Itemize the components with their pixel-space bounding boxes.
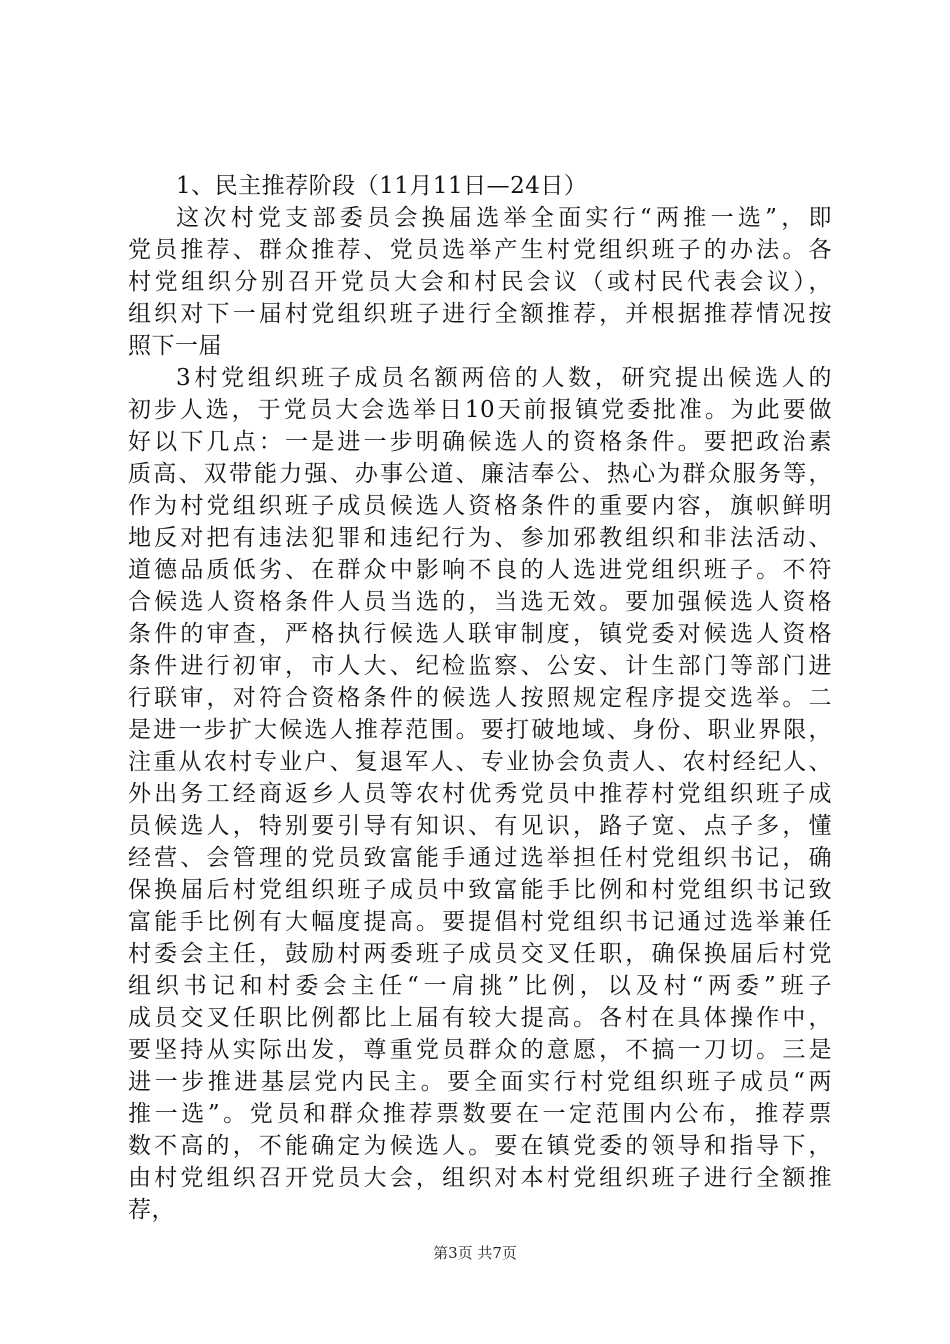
paragraph-line: 组织对下一届村党组织班子进行全额推荐，并根据推荐情况按 [128,301,832,327]
paragraph-line: 条件的审查，严格执行候选人联审制度，镇党委对候选人资格 [128,621,832,647]
paragraph-line: 组织书记和村委会主任“一肩挑”比例，以及村“两委”班子 [128,973,832,999]
paragraph-line: 员候选人，特别要引导有知识、有见识，路子宽、点子多，懂 [128,813,832,839]
paragraph-line: 作为村党组织班子成员候选人资格条件的重要内容，旗帜鲜明 [128,493,832,519]
paragraph-line: 照下一届 [128,333,222,359]
paragraph-line: 外出务工经商返乡人员等农村优秀党员中推荐村党组织班子成 [128,781,832,807]
paragraph-line: 村委会主任，鼓励村两委班子成员交叉任职，确保换届后村党 [128,941,832,967]
paragraph-line: 进一步推进基层党内民主。要全面实行村党组织班子成员“两 [128,1069,832,1095]
paragraph-line: 由村党组织召开党员大会，组织对本村党组织班子进行全额推 [128,1165,832,1191]
paragraph-line: 要坚持从实际出发，尊重党员群众的意愿，不搞一刀切。三是 [128,1037,832,1063]
paragraph-line: 道德品质低劣、在群众中影响不良的人选进党组织班子。不符 [128,557,832,583]
paragraph-line: 荐， [128,1197,175,1223]
paragraph-line: 这次村党支部委员会换届选举全面实行“两推一选”，即 [176,205,832,231]
paragraph-line: 保换届后村党组织班子成员中致富能手比例和村党组织书记致 [128,877,832,903]
paragraph-line: 富能手比例有大幅度提高。要提倡村党组织书记通过选举兼任 [128,909,832,935]
paragraph-line: 注重从农村专业户、复退军人、专业协会负责人、农村经纪人、 [128,749,832,775]
paragraph-line: 初步人选，于党员大会选举日10天前报镇党委批准。为此要做 [128,397,832,423]
paragraph-line: 村党组织分别召开党员大会和村民会议（或村民代表会议）， [128,269,832,295]
paragraph-line: 成员交叉任职比例都比上届有较大提高。各村在具体操作中， [128,1005,832,1031]
paragraph-line: 行联审，对符合资格条件的候选人按照规定程序提交选举。二 [128,685,832,711]
paragraph-line: 地反对把有违法犯罪和违纪行为、参加邪教组织和非法活动、 [128,525,832,551]
paragraph-line: 经营、会管理的党员致富能手通过选举担任村党组织书记，确 [128,845,832,871]
paragraph-line: 是进一步扩大候选人推荐范围。要打破地域、身份、职业界限， [128,717,832,743]
section-heading: 1、民主推荐阶段（11月11日—24日） [176,173,588,199]
paragraph-line: 数不高的，不能确定为候选人。要在镇党委的领导和指导下， [128,1133,832,1159]
paragraph-line: 推一选”。党员和群众推荐票数要在一定范围内公布，推荐票 [128,1101,832,1127]
paragraph-line: 合候选人资格条件人员当选的，当选无效。要加强候选人资格 [128,589,832,615]
page-number-footer: 第3页 共7页 [433,1244,517,1262]
document-body [128,170,832,1226]
paragraph-line: 好以下几点：一是进一步明确候选人的资格条件。要把政治素 [128,429,832,455]
paragraph-line: 党员推荐、群众推荐、党员选举产生村党组织班子的办法。各 [128,237,832,263]
paragraph-line: 质高、双带能力强、办事公道、廉洁奉公、热心为群众服务等， [128,461,832,487]
paragraph-line: 3村党组织班子成员名额两倍的人数，研究提出候选人的 [176,365,832,391]
paragraph-line: 条件进行初审，市人大、纪检监察、公安、计生部门等部门进 [128,653,832,679]
